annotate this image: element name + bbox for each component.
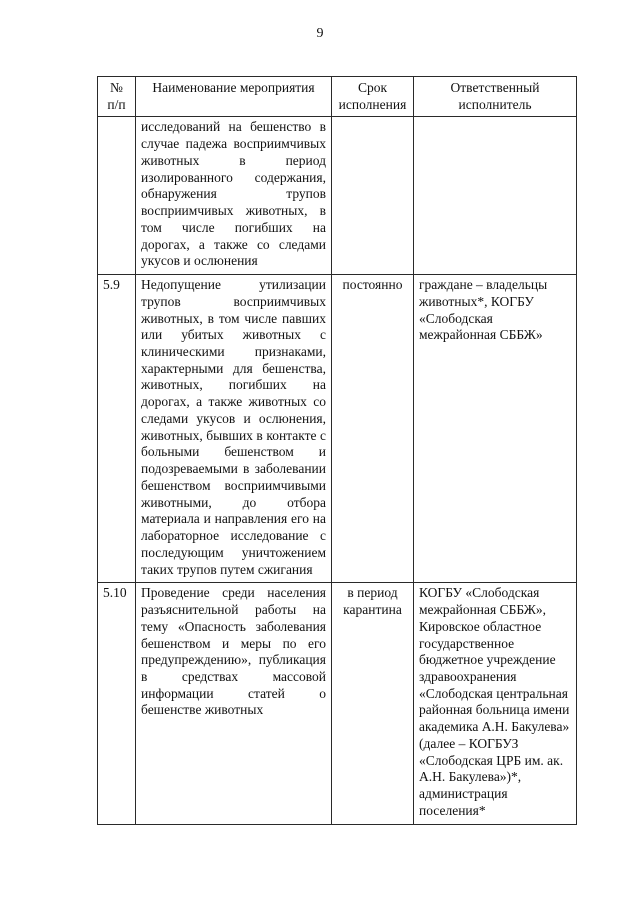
table-row: [98, 117, 577, 275]
row-term: постоянно: [332, 275, 414, 583]
row-num: 5.10: [98, 583, 136, 824]
table-body: [98, 117, 577, 824]
row-activity: Недопущение утилизации трупов восприимчивых животных, в том числе павших или убитых животных с клиническими признаками, характерными для бешенства, животных, погибших на дорогах, а также животных со следами укусов и ослюнения, животных, бывших в контакте с больными бешенством и подозреваемыми в заболевании бешенством восприимчивыми животными, до отбора материала и направления его на лабораторное исследование с последующим уничтожением таких трупов путем сжигания: [136, 275, 332, 583]
row-term: [332, 117, 414, 275]
row-activity: исследований на бешенство в случае падежа восприимчивых животных в период изолированного содержания, обнаружения трупов восприимчивых животных, в том числе погибших на дорогах, а также со следами укусов и ослюнения: [136, 117, 332, 275]
page-number: 9: [316, 26, 324, 41]
header-activity: Наименование мероприятия: [136, 77, 332, 117]
table-row: [98, 275, 577, 583]
row-responsible: КОГБУ «Слободская межрайонная СББЖ», Кировское областное государственное бюджетное учреждение здравоохранения «Слободская центральная районная больница имени академика А.Н. Бакулева» (далее – КОГБУЗ «Слободская ЦРБ им. ак. А.Н. Бакулева»)*, администрация поселения*: [414, 583, 577, 824]
row-activity: Проведение среди населения разъяснительной работы на тему «Опасность заболевания бешенством и меры по его предупреждению», публикация в средствах массовой информации статей о бешенстве животных: [136, 583, 332, 824]
measures-table: [97, 76, 577, 825]
row-term: в период карантина: [332, 583, 414, 824]
row-responsible: граждане – владельцы животных*, КОГБУ «Слободская межрайонная СББЖ»: [414, 275, 577, 583]
table-header-row: [98, 77, 577, 117]
row-responsible: [414, 117, 577, 275]
row-num: 5.9: [98, 275, 136, 583]
table-row: [98, 583, 577, 824]
table-header: [98, 77, 577, 117]
header-responsible: Ответственный исполнитель: [414, 77, 577, 117]
header-num: № п/п: [98, 77, 136, 117]
row-num: [98, 117, 136, 275]
header-term: Срок исполнения: [332, 77, 414, 117]
